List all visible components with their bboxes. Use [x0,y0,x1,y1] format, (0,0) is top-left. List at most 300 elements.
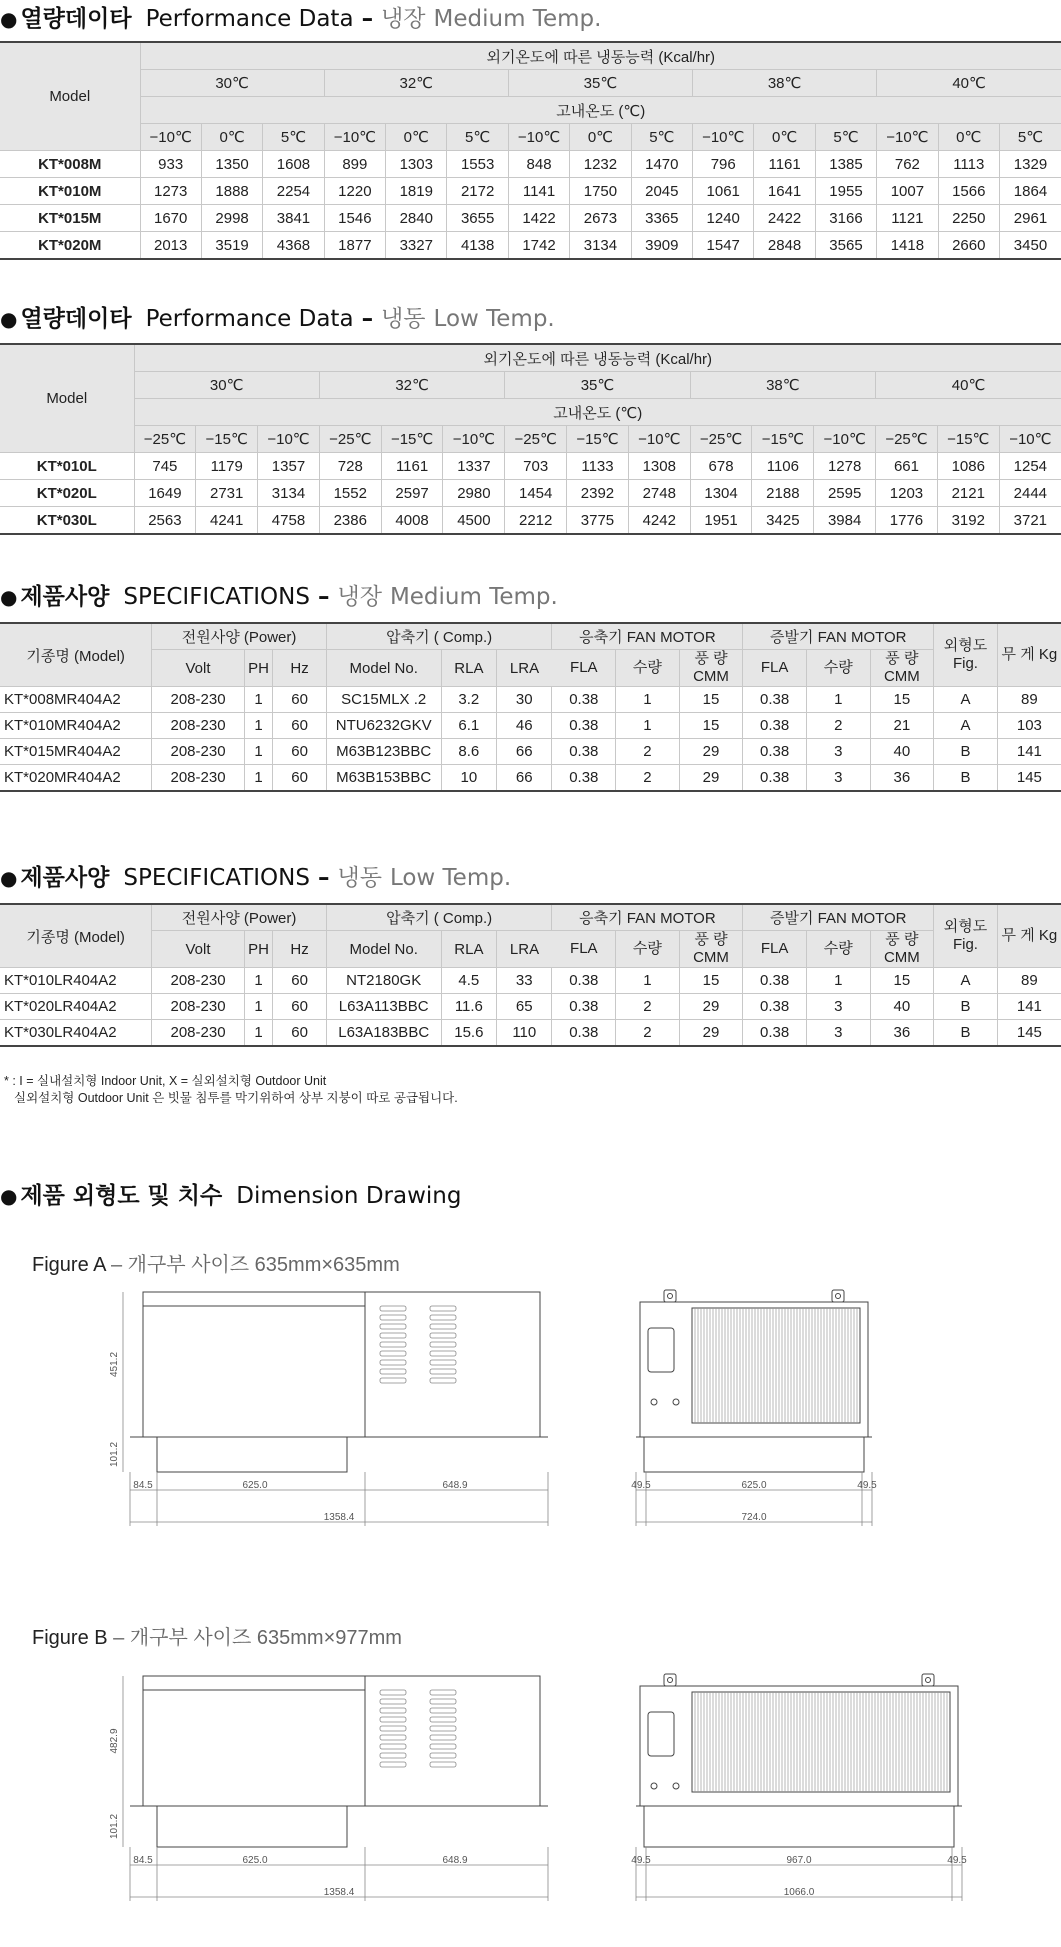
table-cell: A [934,713,998,739]
sub-header-cell: PH [244,650,273,687]
weight-header: 무 게 Kg [997,623,1061,687]
table-cell: M63B153BBC [326,765,441,792]
control-box [648,1712,674,1756]
table-cell: 4241 [196,507,258,535]
connection-port [673,1399,679,1405]
table-cell: 1 [616,687,680,713]
table-cell: 4.5 [441,968,496,994]
table-cell: 1254 [999,453,1061,480]
louver-slot [380,1378,406,1383]
table-cell: 1 [244,1020,273,1047]
table-cell: 1 [244,968,273,994]
room-temp-cell: 0℃ [938,124,999,151]
louver-slot [430,1360,456,1365]
table-cell: 89 [997,687,1061,713]
room-temp-cell: −15℃ [937,426,999,453]
table-cell: 36 [870,765,934,792]
table-cell: 1776 [876,507,938,535]
table-cell: 1007 [877,178,938,205]
table-cell: 4758 [258,507,320,535]
title-dash: – [361,6,374,32]
perf-medium-title [0,0,601,33]
table-row [0,480,1061,507]
table-cell: 1385 [815,151,876,178]
room-temp-cell: −10℃ [324,124,385,151]
room-header-row [0,399,1061,426]
table-cell: 2172 [447,178,508,205]
table-cell: 1113 [938,151,999,178]
lifting-lug [664,1290,676,1302]
table-cell: 2188 [752,480,814,507]
spec-low-table [0,903,1061,1047]
louver-slot [430,1378,456,1383]
table-cell: 2961 [999,205,1061,232]
model-cell: KT*015M [0,205,140,232]
sub-header-cell: PH [244,931,273,968]
room-temp-cell: 5℃ [631,124,692,151]
table-cell: 3721 [999,507,1061,535]
unit-left-body [143,1676,365,1806]
room-temp-cell: 0℃ [570,124,631,151]
room-temp-cell: −25℃ [876,426,938,453]
table-cell: 110 [497,1020,552,1047]
table-cell: 1273 [140,178,201,205]
room-temp-cell: −10℃ [877,124,938,151]
table-cell: 1 [806,687,870,713]
table-cell: 2 [616,994,680,1020]
louver-slot [430,1753,456,1758]
table-cell: 66 [497,739,552,765]
table-cell: 1303 [386,151,447,178]
bullet: ● [0,1184,18,1208]
title-ko2: 냉장 [381,6,426,32]
model-cell: KT*020MR404A2 [0,765,152,792]
ambient-temp-header: 40℃ [877,70,1061,97]
louver-slot [430,1744,456,1749]
table-cell: 933 [140,151,201,178]
sub-header-cell: LRA [497,650,552,687]
lifting-lug-hole [836,1294,841,1299]
room-temps-row [0,124,1061,151]
table-cell: 1553 [447,151,508,178]
table-cell: 33 [497,968,552,994]
table-cell: 29 [679,994,743,1020]
table-cell: 1337 [443,453,505,480]
louver-slot [380,1315,406,1320]
lifting-lug-hole [668,1294,673,1299]
table-row [0,739,1061,765]
louver-slot [430,1726,456,1731]
table-cell: 1418 [877,232,938,260]
table-cell: 0.38 [743,1020,807,1047]
table-cell: 1470 [631,151,692,178]
table-cell: 1454 [505,480,567,507]
table-cell: 0.38 [552,713,616,739]
room-temp-cell: −10℃ [258,426,320,453]
table-cell: 4138 [447,232,508,260]
louver-slot [380,1717,406,1722]
sub-header-cell: Model No. [326,931,441,968]
title-dash: – [361,306,374,332]
model-cell: KT*008MR404A2 [0,687,152,713]
dimension-label: 49.5 [631,1480,651,1491]
louver-slot [380,1324,406,1329]
table-cell: 745 [134,453,196,480]
room-temp-cell: −10℃ [628,426,690,453]
lifting-lug-hole [668,1678,673,1683]
title-en2: Medium Temp. [389,584,558,610]
cond-fan-header: 응축기 FAN MOTOR [552,623,743,650]
louver-slot [380,1744,406,1749]
room-temp-cell: −10℃ [999,426,1061,453]
table-cell: 2121 [937,480,999,507]
table-cell: 208-230 [152,994,244,1020]
title-ko: 제품사양 [20,865,110,891]
figure-a-drawing [0,1272,1061,1582]
table-cell: 6.1 [441,713,496,739]
table-cell: 66 [497,765,552,792]
table-cell: 0.38 [743,713,807,739]
table-cell: 2748 [628,480,690,507]
louver-slot [430,1690,456,1695]
table-cell: 145 [997,765,1061,792]
table-cell: L63A113BBC [326,994,441,1020]
comp-header: 압축기 ( Comp.) [326,904,552,931]
title-dash: – [317,584,330,610]
table-cell: 8.6 [441,739,496,765]
fig-header: 외형도 Fig. [934,623,998,687]
table-row [0,507,1061,535]
figure-label: Figure B [32,1627,108,1649]
table-cell: 1 [244,713,273,739]
table-cell: 3365 [631,205,692,232]
connection-port [651,1783,657,1789]
table-cell: 3984 [814,507,876,535]
table-row [0,205,1061,232]
room-temp-cell: −25℃ [690,426,752,453]
perf-low-title [0,300,555,333]
table-cell: 1308 [628,453,690,480]
table-row [0,453,1061,480]
table-cell: 10 [441,765,496,792]
table-cell: 1 [244,994,273,1020]
room-temp-cell: 5℃ [815,124,876,151]
fla-header: FLA [552,650,616,687]
base-duct [644,1437,864,1472]
ambient-row [0,372,1061,399]
ambient-temp-header: 32℃ [319,372,504,399]
table-cell: 1641 [754,178,815,205]
louver-slot [430,1717,456,1722]
dimension-label: 49.5 [631,1855,651,1866]
dimension-label: 648.9 [442,1480,468,1491]
total-width-dimension: 1066.0 [783,1887,815,1898]
sub-header-cell: LRA [497,931,552,968]
table-row [0,687,1061,713]
table-cell: 1877 [324,232,385,260]
louver-slot [430,1333,456,1338]
cmm-header: 풍 량 CMM [870,650,934,687]
figure-desc: 개구부 사이즈 635mm×977mm [129,1627,402,1649]
table-cell: 3134 [258,480,320,507]
table-cell: 0.38 [743,765,807,792]
table-cell: 3134 [570,232,631,260]
total-width-dimension: 724.0 [741,1512,767,1523]
table-cell: 208-230 [152,1020,244,1047]
bullet: ● [0,307,18,331]
spec-low-title [0,859,511,892]
perf-low-table [0,343,1061,535]
sub-header-cell: RLA [441,650,496,687]
table-cell: 15 [870,968,934,994]
model-cell: KT*020L [0,480,134,507]
table-cell: 3166 [815,205,876,232]
qty-header: 수량 [806,650,870,687]
fla-header: FLA [552,931,616,968]
ambient-temp-header: 30℃ [140,70,324,97]
table-cell: 11.6 [441,994,496,1020]
table-cell: 0.38 [552,968,616,994]
footnote [4,1073,458,1107]
qty-header: 수량 [616,931,680,968]
table-cell: 1 [616,713,680,739]
sub-header-cell: Volt [152,650,244,687]
title-ko: 제품 외형도 및 치수 [20,1183,223,1209]
room-temp-cell: 0℃ [386,124,447,151]
sub-header-cell: Hz [273,931,326,968]
room-temp-header: 고내온도 (℃) [140,97,1061,124]
table-cell: 60 [273,713,326,739]
lifting-lug [922,1674,934,1686]
table-cell: 1670 [140,205,201,232]
ambient-temp-header: 40℃ [876,372,1061,399]
table-cell: 60 [273,1020,326,1047]
weight-header: 무 게 Kg [997,904,1061,968]
table-cell: 141 [997,739,1061,765]
table-cell: 1357 [258,453,320,480]
table-row [0,1020,1061,1047]
ambient-temp-header: 38℃ [693,70,877,97]
room-temp-cell: −10℃ [814,426,876,453]
louver-slot [380,1735,406,1740]
table-cell: 89 [997,968,1061,994]
table-cell: 1 [244,687,273,713]
base-duct [157,1806,347,1847]
louver-slot [380,1369,406,1374]
louver-slot [430,1324,456,1329]
table-cell: 1888 [201,178,262,205]
room-temp-cell: −10℃ [693,124,754,151]
footnote-line-1: * : I = 실내설치형 Indoor Unit, X = 실외설치형 Outdoor Unit [4,1074,327,1088]
table-cell: 848 [508,151,569,178]
table-cell: L63A183BBC [326,1020,441,1047]
dimension-label: 625.0 [242,1855,268,1866]
table-cell: 2392 [567,480,629,507]
room-temp-header: 고내온도 (℃) [134,399,1061,426]
table-cell: 40 [870,994,934,1020]
table-cell: 3 [806,765,870,792]
table-cell: B [934,994,998,1020]
louver-slot [430,1699,456,1704]
sub-header-cell: RLA [441,931,496,968]
table-cell: 3 [806,739,870,765]
title-en: SPECIFICATIONS [123,865,310,891]
title-en: Performance Data [145,6,354,32]
table-cell: 2731 [196,480,258,507]
figure-dash: – [113,1627,125,1649]
table-cell: 40 [870,739,934,765]
room-temp-cell: 0℃ [754,124,815,151]
unit-right-body [365,1292,540,1437]
dimension-label: 84.5 [133,1480,153,1491]
title-ko: 제품사양 [20,584,110,610]
model-cell: KT*015MR404A2 [0,739,152,765]
table-cell: 2045 [631,178,692,205]
table-cell: 1133 [567,453,629,480]
table-cell: 2 [616,739,680,765]
dimension-label: 967.0 [786,1855,812,1866]
louver-slot [380,1333,406,1338]
table-row [0,713,1061,739]
qty-header: 수량 [806,931,870,968]
table-cell: 3841 [263,205,324,232]
perf-medium-table [0,41,1061,260]
fig-header: 외형도 Fig. [934,904,998,968]
table-cell: 15.6 [441,1020,496,1047]
comp-header: 압축기 ( Comp.) [326,623,552,650]
unit-right-body [365,1676,540,1806]
table-cell: 2212 [505,507,567,535]
model-header: 기종명 (Model) [0,904,152,968]
table-cell: 3.2 [441,687,496,713]
sub-header-cell: Volt [152,931,244,968]
table-cell: 1203 [876,480,938,507]
table-cell: 1220 [324,178,385,205]
table-cell: 15 [870,687,934,713]
header-row [0,904,1061,931]
model-header: Model [0,42,140,151]
qty-header: 수량 [616,650,680,687]
table-row [0,994,1061,1020]
table-cell: 2013 [140,232,201,260]
table-cell: NT2180GK [326,968,441,994]
cmm-header: 풍 량 CMM [679,650,743,687]
dimension-title [0,1177,461,1210]
connection-port [651,1399,657,1405]
table-cell: NTU6232GKV [326,713,441,739]
table-cell: M63B123BBC [326,739,441,765]
sub-header-cell: Model No. [326,650,441,687]
base-height-dimension: 101.2 [109,1813,120,1840]
table-cell: 208-230 [152,687,244,713]
table-cell: 2840 [386,205,447,232]
room-temp-cell: −10℃ [508,124,569,151]
table-cell: 2597 [381,480,443,507]
table-cell: 3327 [386,232,447,260]
table-cell: 0.38 [552,994,616,1020]
table-cell: 3450 [999,232,1061,260]
table-cell: 1608 [263,151,324,178]
table-cell: B [934,765,998,792]
louver-slot [430,1351,456,1356]
louver-slot [380,1690,406,1695]
dimension-label: 625.0 [242,1480,268,1491]
table-cell: 2254 [263,178,324,205]
footnote-line-2: 실외설치형 Outdoor Unit 은 빗물 침투를 막기위하여 상부 지붕이 따로 공급됩니다. [14,1091,458,1105]
model-cell: KT*030LR404A2 [0,1020,152,1047]
title-en2: Low Temp. [433,306,555,332]
table-cell: 1141 [508,178,569,205]
table-cell: 103 [997,713,1061,739]
table-cell: 1350 [201,151,262,178]
spec-medium-title [0,578,558,611]
base-duct [644,1806,954,1847]
cmm-header: 풍 량 CMM [679,931,743,968]
table-cell: 0.38 [552,687,616,713]
table-cell: 1232 [570,151,631,178]
table-cell: 1061 [693,178,754,205]
figure-b-drawing [0,1646,1061,1946]
table-cell: 1750 [570,178,631,205]
table-cell: 60 [273,739,326,765]
model-header: 기종명 (Model) [0,623,152,687]
height-dimension: 451.2 [109,1351,120,1378]
table-cell: 29 [679,739,743,765]
header-row [0,623,1061,650]
table-cell: 0.38 [552,765,616,792]
room-temp-cell: −10℃ [140,124,201,151]
louver-slot [380,1699,406,1704]
capacity-header: 외기온도에 따른 냉동능력 (Kcal/hr) [140,42,1061,70]
table-cell: 3425 [752,507,814,535]
room-temp-cell: −15℃ [752,426,814,453]
title-en2: Low Temp. [389,865,512,891]
table-cell: 2563 [134,507,196,535]
model-cell: KT*008M [0,151,140,178]
cond-fan-header: 응축기 FAN MOTOR [552,904,743,931]
table-cell: 2386 [319,507,381,535]
table-cell: 15 [679,968,743,994]
table-cell: 796 [693,151,754,178]
table-cell: 2250 [938,205,999,232]
louver-slot [380,1753,406,1758]
table-cell: 2673 [570,205,631,232]
louver-slot [430,1342,456,1347]
table-row [0,178,1061,205]
table-cell: 141 [997,994,1061,1020]
louver-slot [380,1342,406,1347]
table-cell: 2980 [443,480,505,507]
table-cell: 1566 [938,178,999,205]
table-cell: 60 [273,968,326,994]
table-row [0,765,1061,792]
table-cell: 1086 [937,453,999,480]
fla-header: FLA [743,931,807,968]
room-temp-cell: −25℃ [319,426,381,453]
title-en: SPECIFICATIONS [123,584,310,610]
table-cell: B [934,739,998,765]
power-header: 전원사양 (Power) [152,904,326,931]
title-ko: 열량데이타 [20,6,132,32]
table-cell: 208-230 [152,765,244,792]
table-cell: 30 [497,687,552,713]
table-cell: 678 [690,453,752,480]
table-cell: 15 [679,713,743,739]
table-cell: 2848 [754,232,815,260]
header-row [0,42,1061,70]
table-cell: 29 [679,1020,743,1047]
table-cell: 1 [806,968,870,994]
